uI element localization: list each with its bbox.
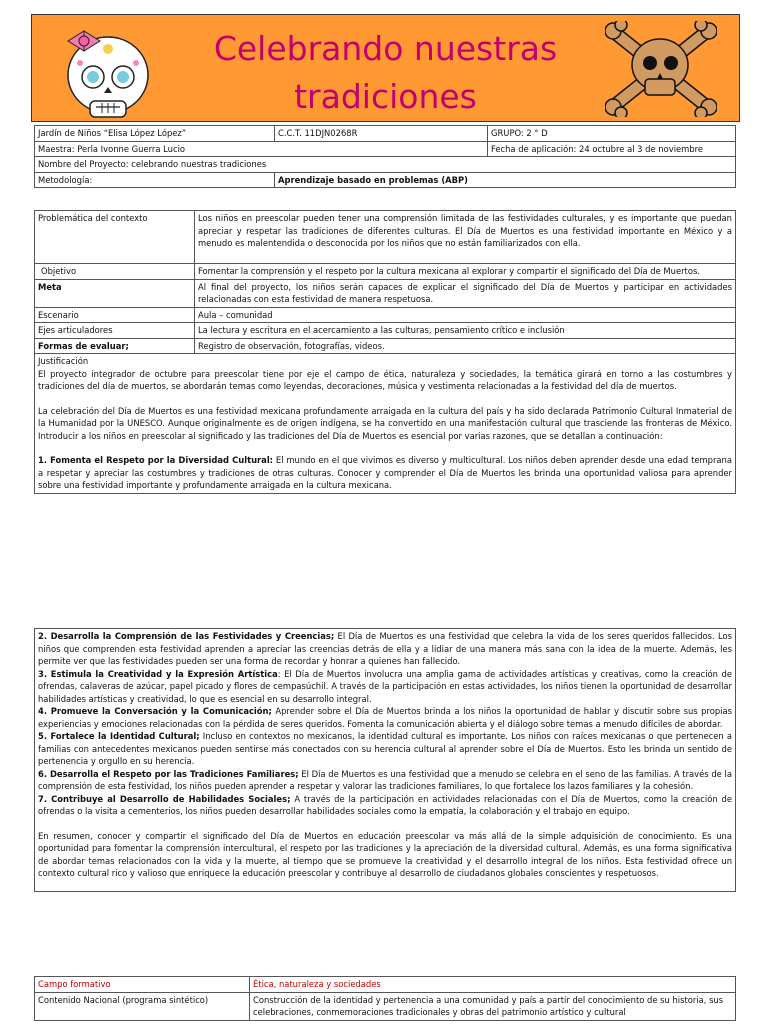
info-table xyxy=(34,125,736,188)
justification-label: Justificación xyxy=(38,356,89,366)
field-label: Campo formativo xyxy=(35,977,250,993)
reasons-table xyxy=(34,628,736,892)
problem-label: Problemática del contexto xyxy=(35,211,195,264)
content-label: Contenido Nacional (programa sintético) xyxy=(35,992,250,1020)
reason-text: El Día de Muertos es una festividad que celebra la vida de los seres queridos fallecidos. Los niños que comprenden esta festividad aprenden a apreciar las creencias detrás de ella y a lidiar de una manera más sana con la idea de la muerte. Además, les permite ver que las festividades pueden ser una forma de recordar y honrar a quienes han fallecido. xyxy=(38,631,732,666)
reason-title: 2. Desarrolla la Comprensión de las Festividades y Creencias; xyxy=(38,631,335,641)
evaluation-label: Formas de evaluar; xyxy=(35,338,195,354)
project-name-cell: Nombre del Proyecto: celebrando nuestras tradiciones xyxy=(35,157,736,173)
goal-label: Meta xyxy=(35,279,195,307)
reason-text: Aprender sobre el Día de Muertos brinda a los niños la oportunidad de hablar y discutir sobre sus propias experiencias y emociones relacionadas con la pérdida de seres queridos. Fomenta la comunicación abierta y el diálogo sobre temas a menudo difíciles de abordar. xyxy=(38,706,732,729)
reason-title: 5. Fortalece la Identidad Cultural; xyxy=(38,731,200,741)
axes-label: Ejes articuladores xyxy=(35,323,195,339)
reason-item xyxy=(38,705,732,730)
reason-text: El Día de Muertos es una festividad que a menudo se celebra en el seno de las familias. A través de la comprensión de esta festividad, los niños pueden aprender a respetar y valorar las tradiciones familiares, lo que fortalece los lazos familiares y la cohesión. xyxy=(38,768,732,791)
project-table xyxy=(34,210,736,494)
objective-label xyxy=(35,264,195,280)
reason-item xyxy=(38,454,732,492)
evaluation-text: Registro de observación, fotografías, videos. xyxy=(195,338,736,354)
reason-item xyxy=(38,730,732,768)
reason-title: 4. Promueve la Conversación y la Comunicación; xyxy=(38,706,272,716)
curriculum-table xyxy=(34,976,736,1021)
content-value: Construcción de la identidad y pertenencia a una comunidad y país a partir del conocimiento de su historia, sus celebraciones, conmemoraciones tradicionales y obras del patrimonio artístico y cultural xyxy=(250,992,736,1020)
reasons-cell xyxy=(35,629,736,892)
skull-crossbones-icon xyxy=(605,21,717,117)
reason-title: 6. Desarrolla el Respeto por las Tradiciones Familiares; xyxy=(38,768,299,779)
justification-cell xyxy=(35,354,736,494)
dates-cell: Fecha de aplicación: 24 octubre al 3 de noviembre xyxy=(488,141,736,157)
group-cell: GRUPO: 2 ° D xyxy=(488,126,736,142)
reason-title: 7. Contribuye al Desarrollo de Habilidades Sociales; xyxy=(38,793,291,804)
axes-text: La lectura y escritura en el acercamiento a las culturas, pensamiento crítico e inclusión xyxy=(195,323,736,339)
reason-text: Incluso en contextos no mexicanos, la identidad cultural es importante. Los niños con raíces mexicanas o que pertenecen a familias con antecedentes mexicanos pueden sentirse más conectados con su herencia cultural al aprender sobre el Día de Muertos. Esto les brinda un sentido de pertenencia y orgullo en su herencia. xyxy=(38,731,732,766)
reason-text: A través de la participación en actividades relacionadas con el Día de Muertos, como la creación de ofrendas o la visita a cementerios, los niños pueden desarrollar habilidades sociales como la empatía, la colaboración y el trabajo en equipo. xyxy=(38,793,732,816)
reason-item xyxy=(38,668,732,706)
methodology-label: Metodología: xyxy=(35,172,275,188)
reason-text: El mundo en el que vivimos es diverso y multicultural. Los niños deben aprender desde una edad temprana a respetar y apreciar las costumbres y tradiciones de otras culturas. Conocer y comprender el Día de Muertos les brinda una oportunidad valiosa para aprender sobre una festividad importante y profundamente arraigada en la cultura mexicana. xyxy=(38,455,732,490)
problem-text: Los niños en preescolar pueden tener una comprensión limitada de las festividades culturales, y es importante que puedan apreciar y respetar las tradiciones de diferentes culturas. El Día de Muertos es una festividad importante en México y a menudo es malentendida o desconocida por los niños que no están familiarizados con ella. xyxy=(195,211,736,264)
reason-item xyxy=(38,793,732,818)
scenario-text: Aula – comunidad xyxy=(195,307,736,323)
objective-text: Fomentar la comprensión y el respeto por la cultura mexicana al explorar y compartir el significado del Día de Muertos. xyxy=(195,264,736,280)
cct-cell: C.C.T. 11DJN0268R xyxy=(275,126,488,142)
teacher-cell: Maestra: Perla Ivonne Guerra Lucio xyxy=(35,141,488,157)
justification-paragraph: El proyecto integrador de octubre para preescolar tiene por eje el campo de ética, naturaleza y sociedades, la temática girará en torno a las costumbres y tradiciones del día de muertos, se abordarán temas como leyendas, decoraciones, música y vestimenta relacionadas a la festividad del día de muertos. xyxy=(38,368,732,391)
sugar-skull-icon xyxy=(50,17,160,121)
reason-item xyxy=(38,768,732,793)
reason-title: 1. Fomenta el Respeto por la Diversidad Cultural: xyxy=(38,455,274,465)
methodology-value: Aprendizaje basado en problemas (ABP) xyxy=(275,172,736,188)
reason-item xyxy=(38,630,732,668)
field-value: Ética, naturaleza y sociedades xyxy=(250,977,736,993)
header-banner xyxy=(31,14,740,122)
reason-text: : El Día de Muertos involucra una amplia gama de actividades artísticas y creativas, como la creación de ofrendas, calaveras de azúcar, papel picado y flores de cempasúchil. A través de la participación en estas actividades, los niños tienen la oportunidad de desarrollar habilidades artísticas y creatividad, lo que es esencial en su desarrollo integral. xyxy=(38,668,732,704)
objective-label-text: Objetivo xyxy=(41,266,77,276)
page-title: Celebrando nuestras tradiciones xyxy=(213,29,558,116)
reason-title: 3. Estimula la Creatividad y la Expresión Artística xyxy=(38,668,278,679)
goal-text: Al final del proyecto, los niños serán capaces de explicar el significado del Día de Muertos y participar en actividades relacionadas con esta festividad de manera respetuosa. xyxy=(195,279,736,307)
scenario-label: Escenario xyxy=(35,307,195,323)
summary-paragraph: En resumen, conocer y compartir el significado del Día de Muertos en educación preescolar va más allá de la simple adquisición de conocimiento. Es una oportunidad para fomentar la comprensión intercultural, el respeto por las tradiciones y la apreciación de la diversidad cultural. Además, es una forma significativa de abordar temas relacionados con la vida y la muerte, al tiempo que se promueve la creatividad y el desarrollo integral de los niños. Esta festividad ofrece un contexto cultural rico y valioso que enriquece la educación preescolar y contribuye al desarrollo de ciudadanos globales conscientes y respetuosos. xyxy=(38,830,732,878)
justification-paragraph: La celebración del Día de Muertos es una festividad mexicana profundamente arraigada en la cultura del país y ha sido declarada Patrimonio Cultural Inmaterial de la Humanidad por la UNESCO. Aunque originalmente es de origen indígena, se ha convertido en una manifestación cultural que trasciende las fronteras de México. Introducir a los niños en preescolar al significado y las tradiciones del Día de Muertos es esencial por varias razones, que se detallan a continuación: xyxy=(38,405,732,441)
school-cell: Jardín de Niños “Elisa López López” xyxy=(35,126,275,142)
